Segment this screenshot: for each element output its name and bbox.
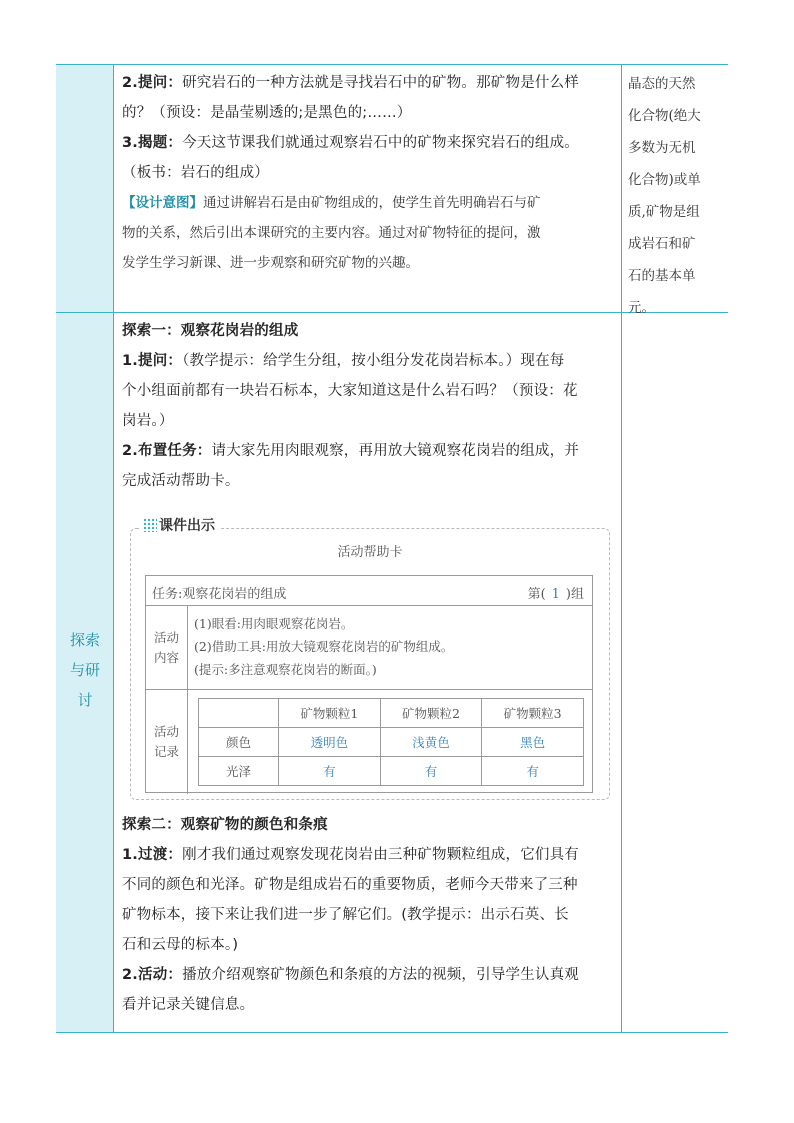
text-line: 不同的颜色和光泽。矿物是组成岩石的重要物质，老师今天带来了三种 xyxy=(122,877,578,893)
text-line: 的？（预设：是晶莹剔透的;是黑色的;……） xyxy=(122,105,412,121)
table-row: 矿物颗粒1 矿物颗粒2 矿物颗粒3 xyxy=(199,699,584,728)
explore1-title: 探索一：观察花岗岩的组成 xyxy=(122,323,299,339)
explore2-content xyxy=(122,810,616,1020)
text-line: 1.提问：（教学提示：给学生分组，按小组分发花岗岩标本。）现在每 xyxy=(122,353,565,369)
text-line: 完成活动帮助卡。 xyxy=(122,473,240,489)
main-content-cell xyxy=(114,313,622,1032)
text-line: 看并记录关键信息。 xyxy=(122,997,255,1013)
task-label: 任务:观察花岗岩的组成 xyxy=(152,587,287,602)
design-intent-tag: 【设计意图】 xyxy=(122,195,203,211)
lesson-row-explore xyxy=(56,313,728,1033)
courseware-box xyxy=(130,518,610,800)
text-line: （板书：岩石的组成） xyxy=(122,165,269,181)
group-number: 第( 1 )组 xyxy=(527,587,584,602)
card-content-section xyxy=(146,606,592,690)
courseware-tab: 课件出示 xyxy=(139,515,219,535)
row-label-cell xyxy=(56,313,114,1032)
side-note-cell xyxy=(622,313,728,1032)
intro-content xyxy=(122,68,616,278)
design-intent-line: 物的关系，然后引出本课研究的主要内容。通过对矿物特征的提问，激 xyxy=(122,225,541,241)
text-line: 3.揭题：今天这节课我们就通过观察岩石中的矿物来探究岩石的组成。 xyxy=(122,135,580,151)
text-line: 1.过渡：刚才我们通过观察发现花岗岩由三种矿物颗粒组成，它们具有 xyxy=(122,847,580,863)
design-intent-line: 发学生学习新课、进一步观察和研究矿物的兴趣。 xyxy=(122,255,419,271)
activity-card xyxy=(145,575,593,793)
design-intent-line: 【设计意图】通过讲解岩石是由矿物组成的，使学生首先明确岩石与矿 xyxy=(122,195,541,211)
explore2-title: 探索二：观察矿物的颜色和条痕 xyxy=(122,817,328,833)
text-line: 岗岩。） xyxy=(122,413,174,429)
card-task-row xyxy=(146,576,592,606)
text-line: 2.布置任务：请大家先用肉眼观察，再用放大镜观察花岗岩的组成，并 xyxy=(122,443,579,459)
dot-grid-icon xyxy=(143,518,157,532)
table-row: 光泽 有 有 有 xyxy=(199,757,584,786)
main-content-cell xyxy=(114,65,622,312)
record-table xyxy=(198,698,584,786)
section-label: 探索 与研 讨 xyxy=(69,631,100,709)
row-label-cell xyxy=(56,65,114,312)
record-label: 活动记录 xyxy=(146,690,188,794)
text-line: 2.活动：播放介绍观察矿物颜色和条痕的方法的视频，引导学生认真观 xyxy=(122,967,580,983)
side-note: 晶态的天然 化合物(绝大 多数为无机 化合物)或单 质,矿物是组 成岩石和矿 石的基本单 元。 xyxy=(628,76,701,316)
text-line: 2.提问：研究岩石的一种方法就是寻找岩石中的矿物。那矿物是什么样 xyxy=(122,75,580,91)
text-line: 矿物标本，接下来让我们进一步了解它们。(教学提示：出示石英、长 xyxy=(122,907,569,923)
content-label: 活动内容 xyxy=(146,606,188,689)
card-record-section xyxy=(146,690,592,794)
content-lines: (1)眼看:用肉眼观察花岗岩。 (2)借助工具:用放大镜观察花岗岩的矿物组成。 (提示:多注意观察花岗岩的断面。) xyxy=(194,616,454,677)
side-note-cell xyxy=(622,65,728,316)
text-line: 石和云母的标本。) xyxy=(122,937,239,953)
explore1-content xyxy=(122,316,616,496)
text-line: 个小组面前都有一块岩石标本，大家知道这是什么岩石吗？（预设：花 xyxy=(122,383,578,399)
table-row: 颜色 透明色 浅黄色 黑色 xyxy=(199,728,584,757)
card-title: 活动帮助卡 xyxy=(337,545,403,560)
lesson-row-intro xyxy=(56,64,728,316)
